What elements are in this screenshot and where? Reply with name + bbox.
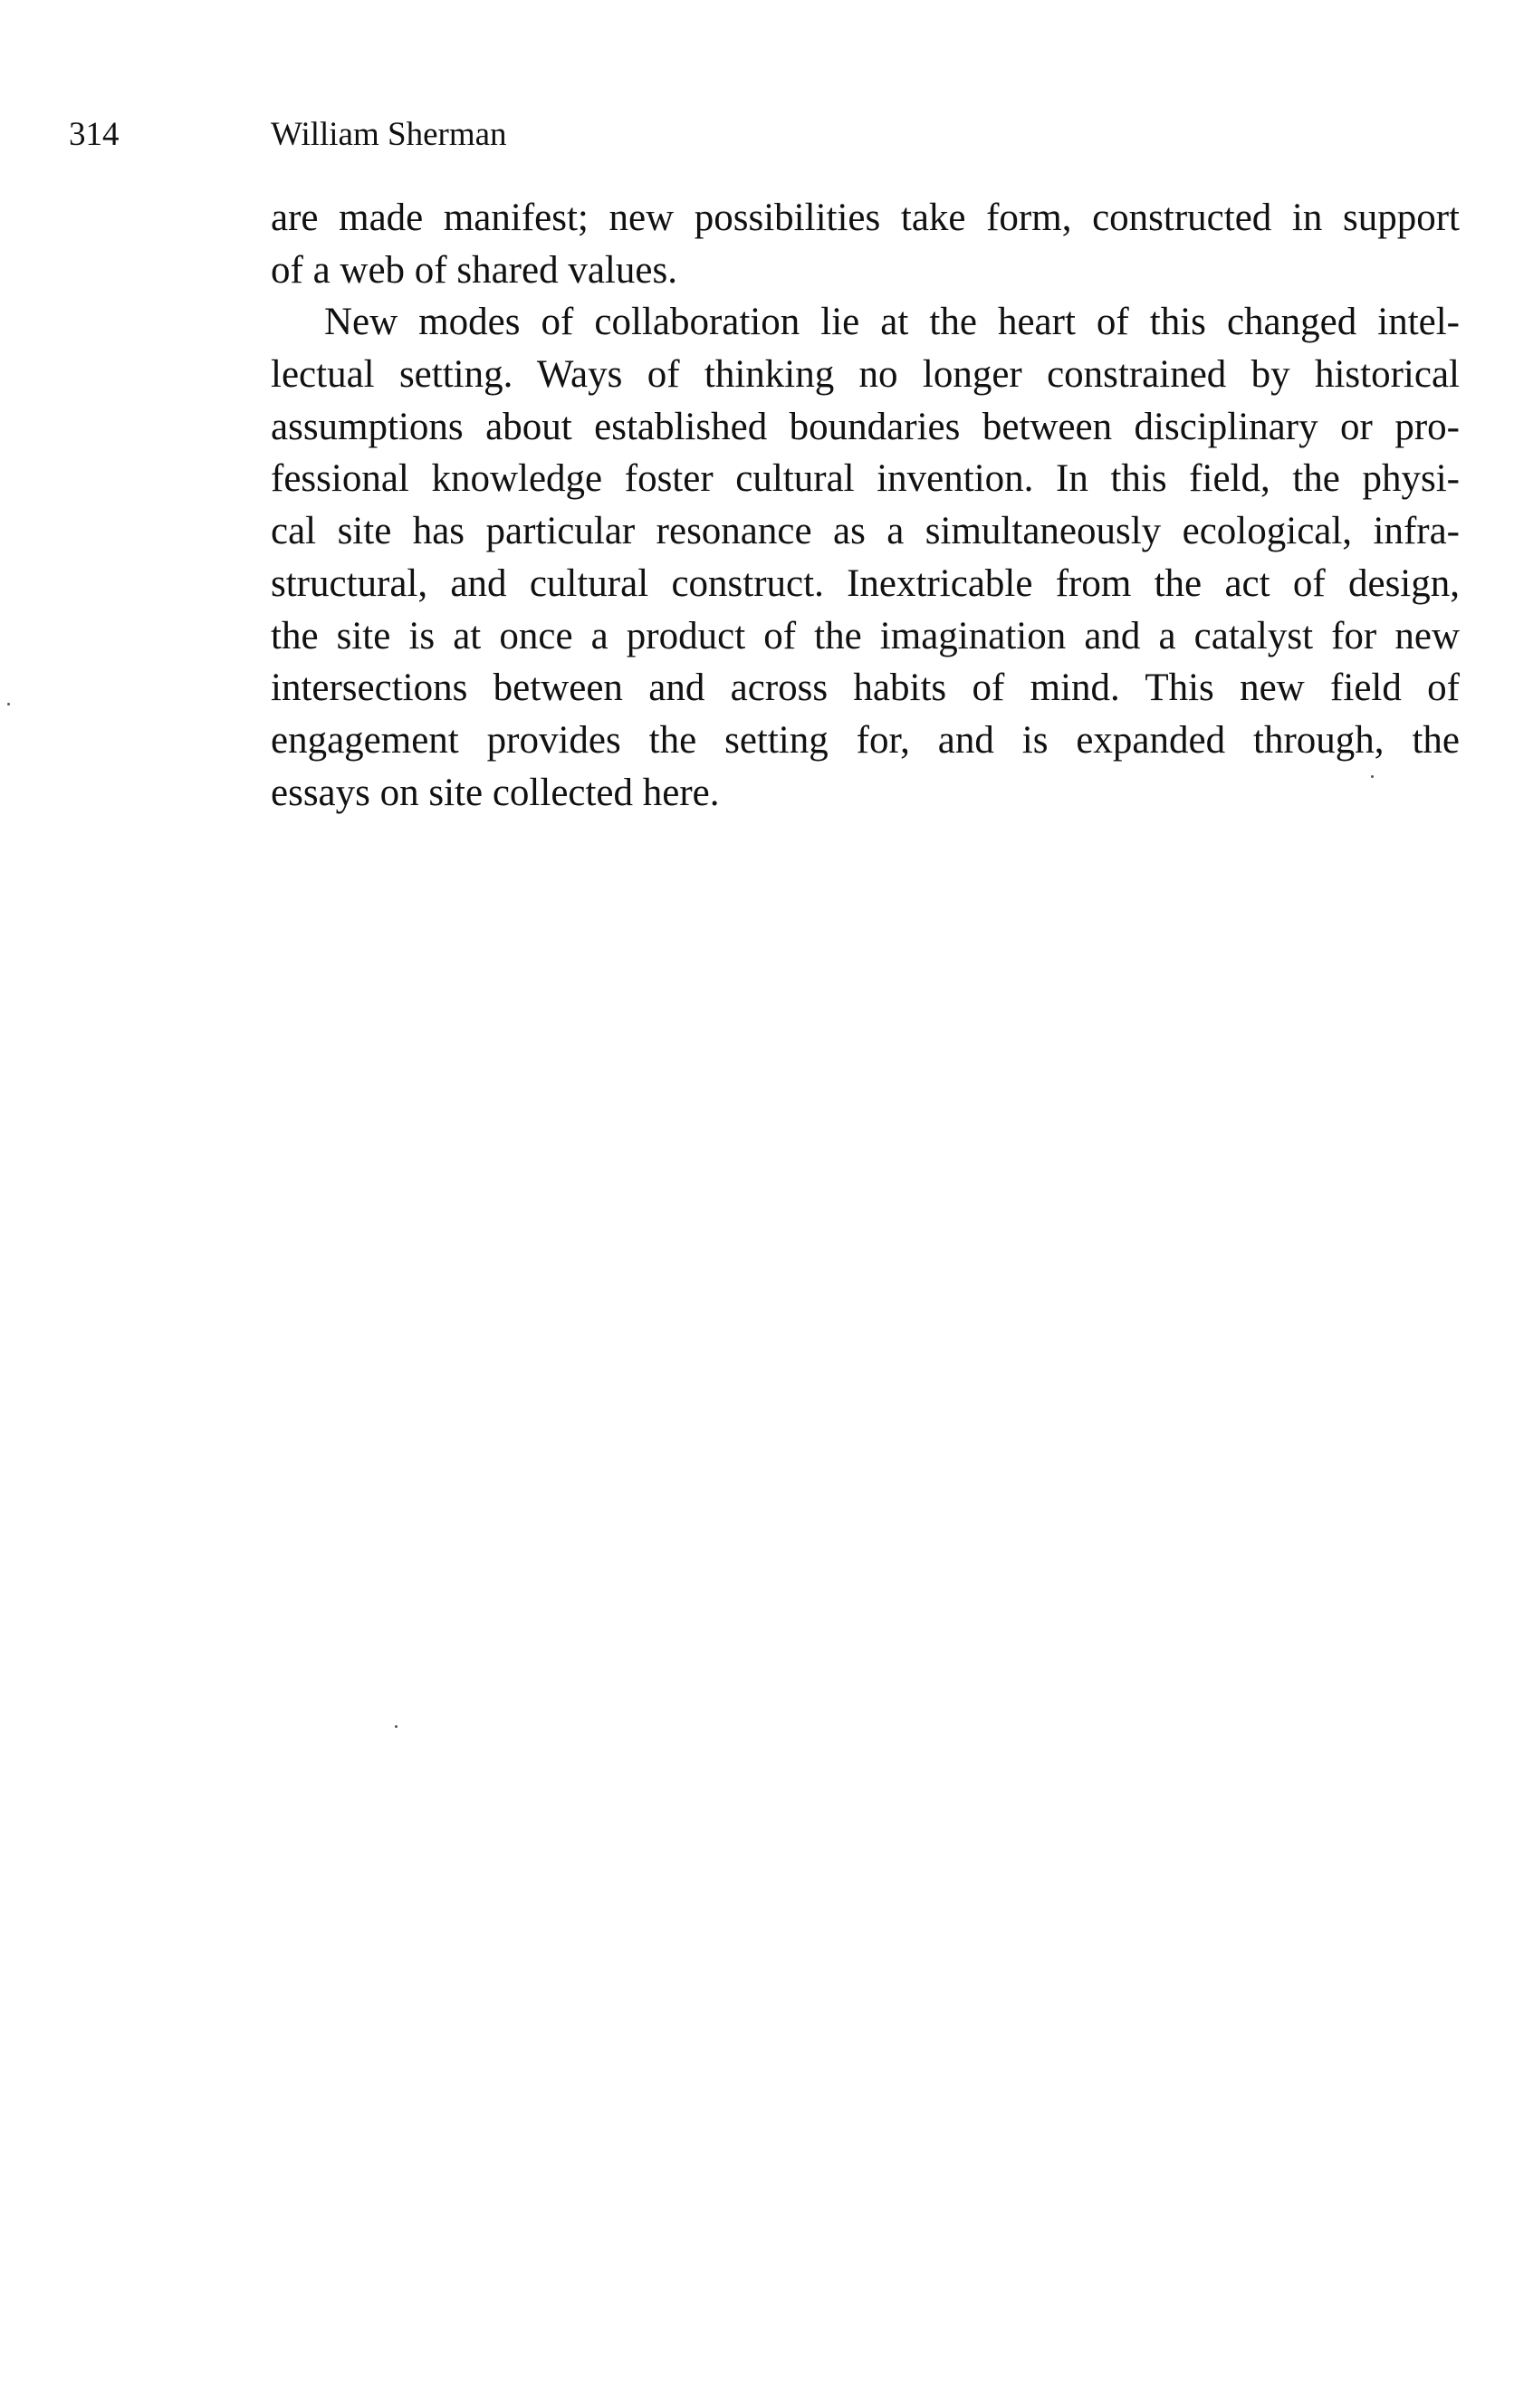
text-line: the site is at once a product of the imagination and a catalyst for new bbox=[271, 614, 1460, 657]
text-line: lectual setting. Ways of thinking no longer constrained by historical bbox=[271, 353, 1460, 397]
running-head bbox=[69, 114, 507, 156]
text-line: structural, and cultural construct. Inextricable from the act of design, bbox=[271, 561, 1460, 605]
text-line: fessional knowledge foster cultural invention. In this field, the physi- bbox=[271, 457, 1460, 501]
text-line: New modes of collaboration lie at the heart of this changed intel- bbox=[324, 301, 1460, 344]
text-line: intersections between and across habits of mind. This new field of bbox=[271, 667, 1460, 710]
scan-speck bbox=[395, 1725, 398, 1728]
scan-speck bbox=[1371, 775, 1374, 778]
text-line: assumptions about established boundaries between disciplinary or pro- bbox=[271, 405, 1460, 448]
text-line: of a web of shared values. bbox=[271, 248, 677, 292]
text-line: essays on site collected here. bbox=[271, 771, 720, 814]
running-title: William Sherman bbox=[271, 116, 507, 153]
page-number: 314 bbox=[69, 116, 120, 153]
body-text bbox=[271, 192, 1460, 819]
text-line: are made manifest; new possibilities take form, constructed in support bbox=[271, 197, 1460, 239]
text-line: engagement provides the setting for, and is expanded through, the bbox=[271, 718, 1460, 762]
text-line: cal site has particular resonance as a simultaneously ecological, infra- bbox=[271, 510, 1460, 553]
scan-speck bbox=[7, 703, 10, 705]
